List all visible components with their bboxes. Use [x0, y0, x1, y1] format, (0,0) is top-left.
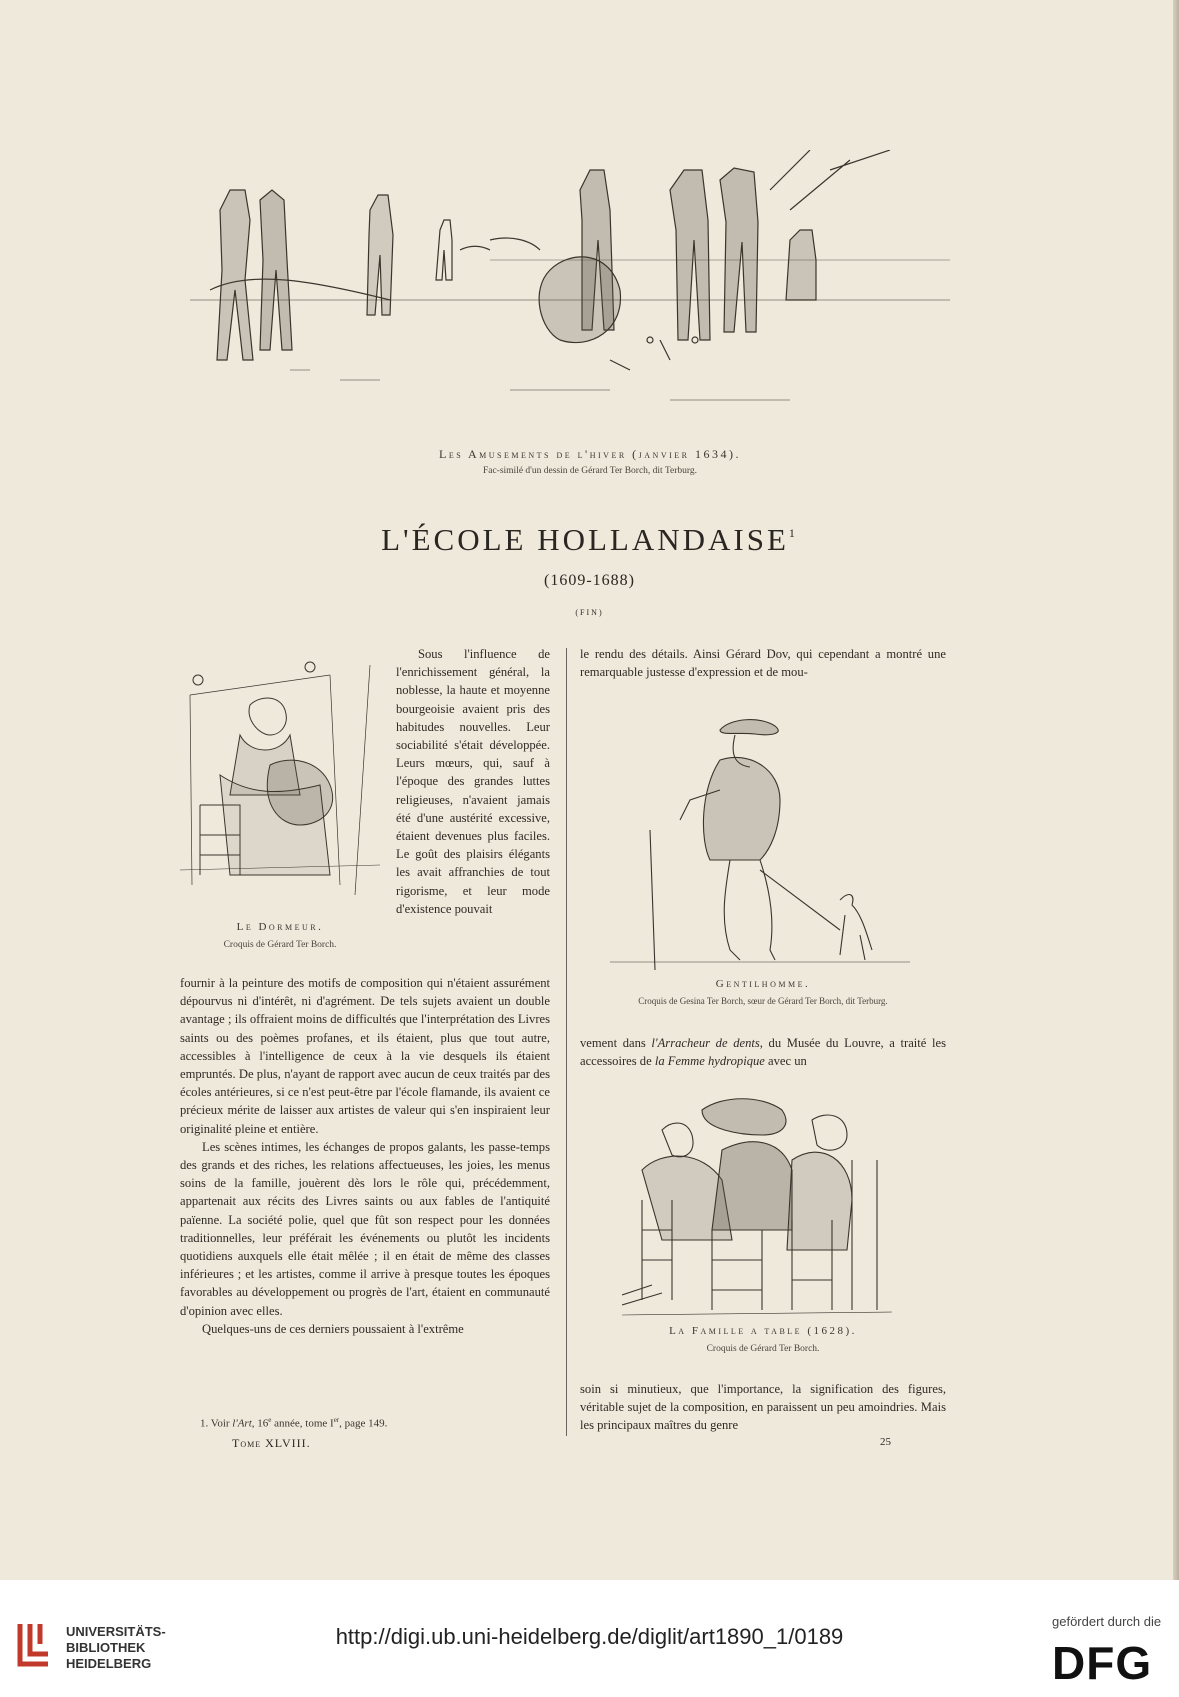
library-name: UNIVERSITÄTS- BIBLIOTHEK HEIDELBERG [66, 1624, 166, 1671]
right-figure-1-title: Gentilhomme. [715, 978, 811, 990]
article-title: L'ÉCOLE HOLLANDAISE$^1$ [381, 522, 798, 557]
right-figure-2-subtitle: Croquis de Gérard Ter Borch. [706, 1344, 820, 1354]
gentleman-sketch [610, 700, 910, 970]
right-column-text-middle: vement dans l'Arracheur de dents, du Musée du Louvre, a traité les accessoires de la Femme hydropique avec un [580, 1036, 946, 1069]
dfg-logo[interactable]: DFG [1052, 1637, 1153, 1689]
top-illustration-subtitle: Fac-similé d'un dessin de Gérard Ter Borch, dit Terburg. [482, 466, 698, 476]
funded-by-label: gefördert durch die [1052, 1614, 1162, 1629]
right-figure-2-title: La Famille a table (1628). [669, 1325, 857, 1337]
right-column-text-bottom: soin si minutieux, que l'importance, la signification des figures, véritable sujet de la composition, en paraissent un peu amoindries. Mais les principaux maîtres du genre [580, 1382, 946, 1433]
article-continuation-note: (FIN) [575, 608, 604, 617]
column-divider [566, 648, 567, 1436]
sleeper-sketch [180, 655, 380, 900]
article-dates: (1609-1688) [544, 572, 635, 589]
family-at-table-sketch [622, 1090, 892, 1320]
page-edge-shadow [1173, 0, 1179, 1580]
winter-amusements-illustration [190, 150, 950, 440]
left-column-wide-text: fournir à la peinture des motifs de composition qui n'étaient assurément dépourvus ni d'intérêt, ni d'agrément. De tels sujets avaient un double avantage ; ils offraient moins de difficultés que l'interprétation des Livres saints ou des poèmes profanes, et ils étaient, plus que tout autre, accessibles à l'intelligence de ceux à la vie desquels ils étaient empruntés. De plus, n'ayant de rapport avec aucun de ceux traités par des écoles antérieures, si ce n'est peut-être par l'école flamande, ils avaient ce précieux mérite de laisser aux artistes de valeur qui s'en inspiraient leur originalité pleine et entière. Les scènes intimes, les échanges de propos galants, les passe-temps des grands et des riches, les relations affectueuses, les joies, les menus soins de la famille, jouèrent dès lors le rôle qui, précédemment, appartenait aux récits des Livres saints ou aux fables de l'antiquité païenne. La société polie, quel que fût son respect pour les données traditionnelles, leur préférait les événements ou plutôt les incidents quotidiens auxquels elle était mêlée ; il en était de même des classes inférieures ; et les artistes, comme il arrive à presque toutes les époques favorables au développement ou progrès de l'art, étaient en communauté d'opinion avec elles. Quelques-uns de ces derniers poussaient à l'extrême [180, 976, 550, 1336]
left-figure-subtitle: Croquis de Gérard Ter Borch. [223, 940, 337, 950]
title-footnote-marker: 1 [788, 526, 798, 540]
top-illustration-title: Les Amusements de l'hiver (janvier 1634). [439, 447, 741, 461]
work-title-femme-hydropique: la Femme hydropique [654, 1054, 765, 1069]
right-column-text-top: le rendu des détails. Ainsi Gérard Dov, qui cependant a montré une remarquable justesse d'expression et de mou- [580, 647, 946, 680]
document-url[interactable]: http://digi.ub.uni-heidelberg.de/diglit/art1890_1/0189 [335, 1624, 844, 1649]
volume-label: Tome XLVIII. [232, 1436, 311, 1450]
footnote: 1. Voir l'Art, 16e année, tome Ier, page 149. [200, 1416, 388, 1430]
left-figure-title: Le Dormeur. [236, 921, 324, 933]
right-figure-1-subtitle: Croquis de Gesina Ter Borch, sœur de Gérard Ter Borch, dit Terburg. [638, 996, 888, 1006]
page-number: 25 [880, 1436, 891, 1448]
work-title-arracheur: l'Arracheur de dents [651, 1036, 760, 1050]
left-column-narrow-text: Sous l'influence de l'enrichissement général, la noblesse, la haute et moyenne bourgeoisie avaient pris des habitudes nouvelles. Leur sociabilité s'était développée. Leurs mœurs, qui, sauf à l'époque des grandes luttes religieuses, n'avaient jamais été d'une austérité excessive, étaient devenues plus faciles. Le goût des plaisirs élégants les avait affranchies de tout rigorisme, et leur mode d'existence pouvait [396, 647, 550, 916]
